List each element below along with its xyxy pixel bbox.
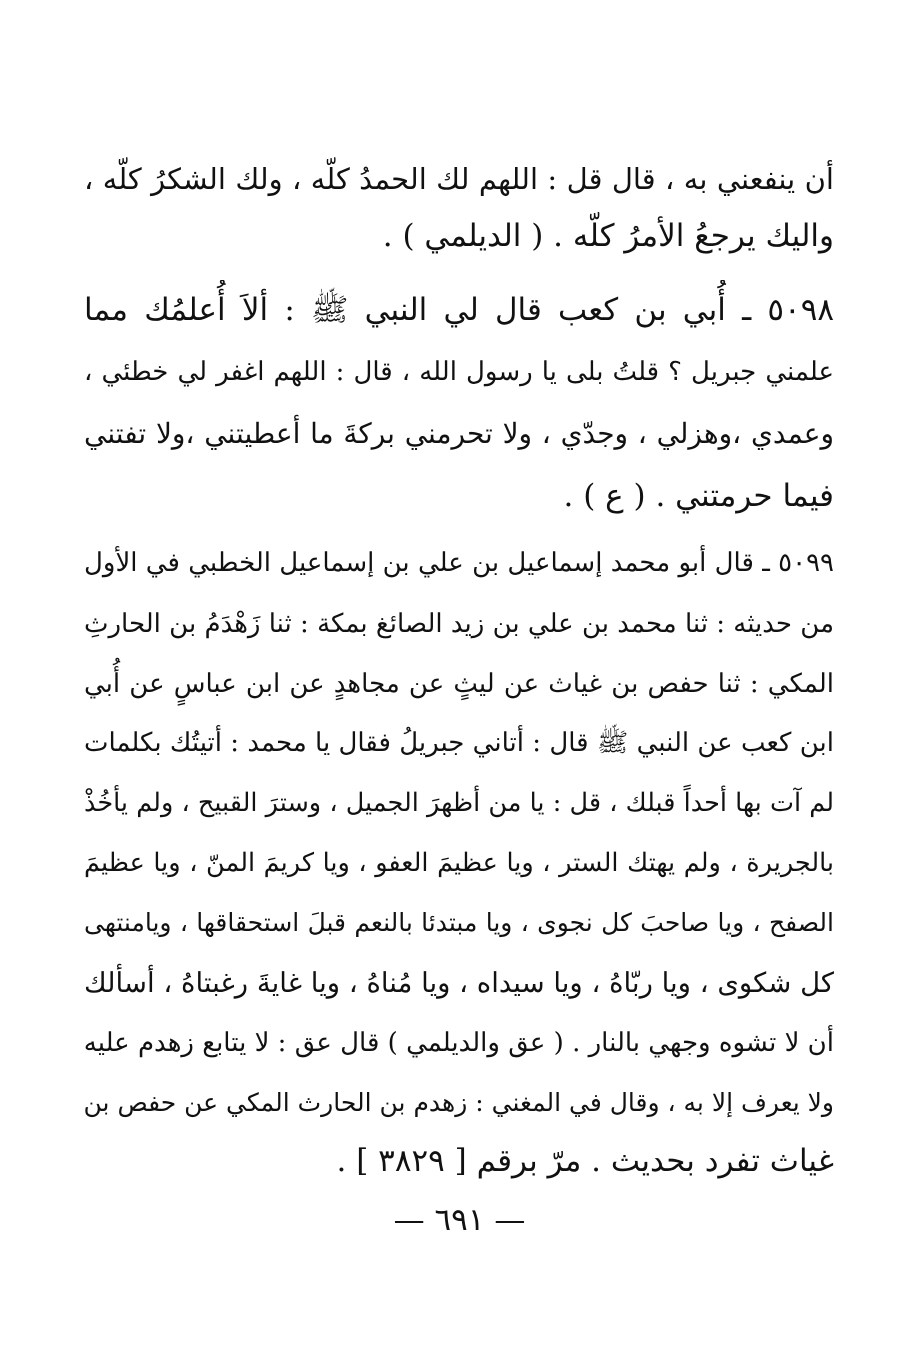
hadith-5099-line-7: الصفح ، ويا صاحبَ كل نجوى ، ويا مبتدئا بالنعم قبلَ استحقاقها ، ويامنتهى bbox=[84, 908, 834, 937]
hadith-5099-line-9: أن لا تشوه وجهي بالنار . ( عق والديلمي ) قال عق : لا يتابع زهدم عليه bbox=[84, 1028, 834, 1058]
hadith-5099-line-5: لم آت بها أحداً قبلك ، قل : يا من أظهرَ الجميل ، وسترَ القبيح ، ولم يأخُذْ bbox=[84, 788, 834, 818]
hadith-5099-line-11: غياث تفرد بحديث . مرّ برقم [ ٣٨٢٩ ] . bbox=[336, 1143, 834, 1179]
text-line-1: أن ينفعني به ، قال قل : اللهم لك الحمدُ كلّه ، ولك الشكرُ كلّه ، bbox=[84, 162, 834, 196]
hadith-5098-line-3: وعمدي ،وهزلي ، وجدّي ، ولا تحرمني بركةَ ما أعطيتني ،ولا تفتني bbox=[84, 417, 834, 450]
hadith-5099-line-6: بالجريرة ، ولم يهتك الستر ، ويا عظيمَ العفو ، ويا كريمَ المنّ ، ويا عظيمَ bbox=[84, 848, 834, 878]
hadith-5098-line-2: علمني جبريل ؟ قلتُ بلى يا رسول الله ، قال : اللهم اغفر لي خطئي ، bbox=[84, 357, 834, 387]
hadith-5099-line-3: المكي : ثنا حفص بن غياث عن ليثٍ عن مجاهدٍ عن ابن عباسٍ عن أُبي bbox=[84, 669, 834, 699]
hadith-5099-line-8: كل شكوى ، ويا ربّاهُ ، ويا سيداه ، ويا مُناهُ ، ويا غايةَ رغبتاهُ ، أسألك bbox=[84, 967, 834, 999]
page-number: — ٦٩١ — bbox=[393, 1202, 526, 1238]
hadith-5099-line-10: ولا يعرف إلا به ، وقال في المغني : زهدم بن الحارث المكي عن حفص بن bbox=[84, 1088, 834, 1117]
hadith-5099-line-1: ٥٠٩٩ ـ قال أبو محمد إسماعيل بن علي بن إسماعيل الخطبي في الأول bbox=[84, 548, 834, 578]
text-line-2: واليك يرجعُ الأمرُ كلّه . ( الديلمي ) . bbox=[382, 218, 834, 254]
hadith-5098-line-4: فيما حرمتني . ( ع ) . bbox=[563, 478, 834, 514]
hadith-5099-line-2: من حديثه : ثنا محمد بن علي بن زيد الصائغ بمكة : ثنا زَهْدَمُ بن الحارثِ bbox=[84, 609, 834, 639]
hadith-5099-line-4: ابن كعب عن النبي ﷺ قال : أتاني جبريلُ فقال يا محمد : أتيتُك بكلمات bbox=[84, 728, 834, 758]
hadith-5098-line-1: ٥٠٩٨ ـ أُبي بن كعب قال لي النبي ﷺ : ألاَ أُعلمُك مما bbox=[84, 292, 834, 328]
